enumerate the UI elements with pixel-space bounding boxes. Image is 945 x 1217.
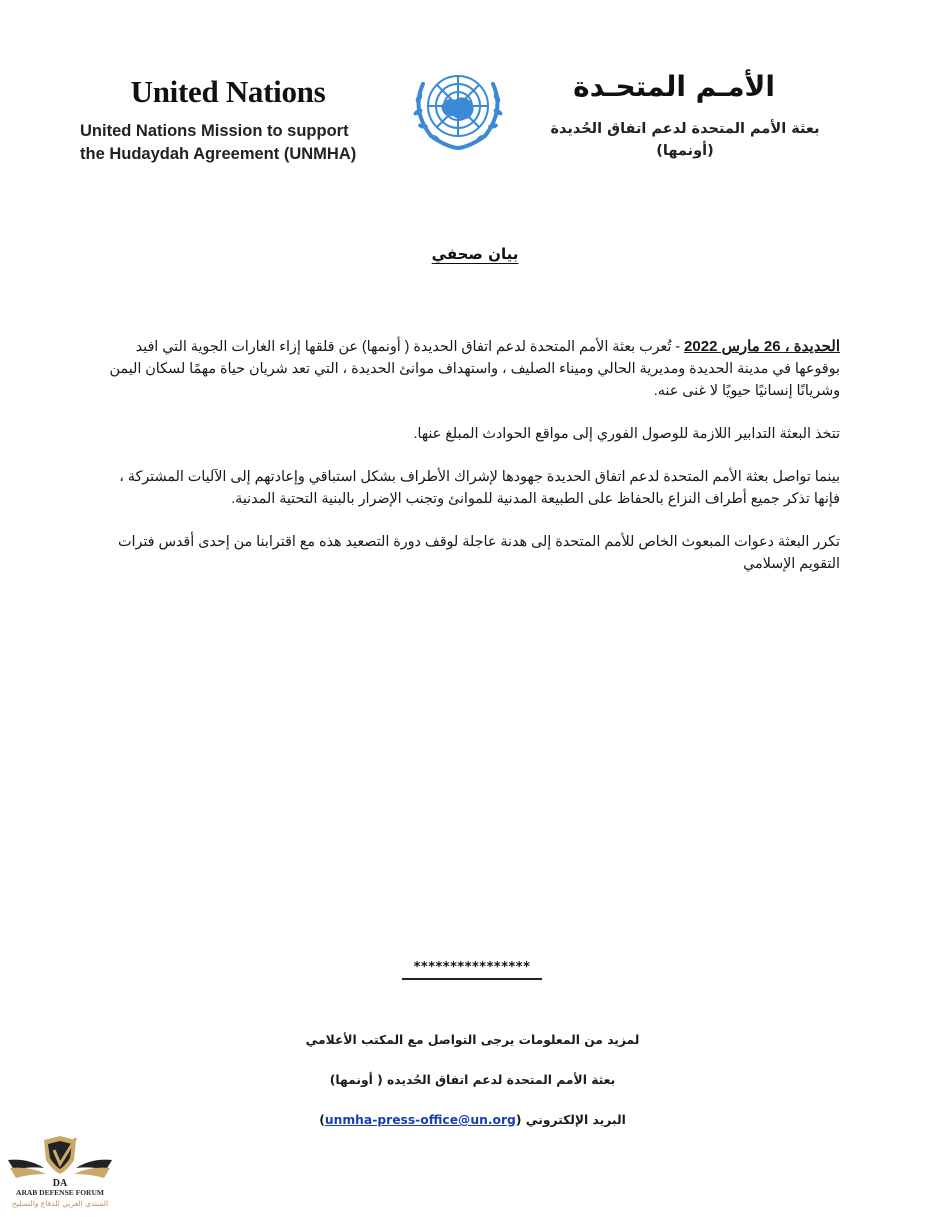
arab-defense-forum-watermark [4,1136,116,1216]
english-org-title: United Nations [130,74,326,109]
arabic-mission-name [540,118,830,162]
end-separator [380,960,564,980]
contact-email-line: البريد الإلكتروني (unmha-press-office@un.org) [319,1113,626,1127]
press-release-body [108,336,840,596]
paragraph-1 [108,336,840,402]
separator-stars: **************** [413,960,531,975]
press-release-heading: بيان صحفي [431,245,519,263]
contact-intro: لمزيد من المعلومات يرجى التواصل مع المكتب الأعلامي [305,1033,640,1047]
forum-name-english: ARAB DEFENSE FORUM [16,1188,104,1197]
paragraph-1-text: - تُعرب بعثة الأمم المتحدة لدعم اتفاق الحديدة ( أونمها) عن قلقها إزاء الغارات الجوية التي افيد بوقوعها في مدينة الحديدة ومديرية الحالي وميناء الصليف ، واستهداف موانئ الحديدة ، التي تعد شريان حياة مهمًا لسكان اليمن وشريانًا إنسانيًا حيويًا لا غنى عنه. [109,339,840,399]
english-mission-line2: the Hudaydah Agreement (UNMHA) [80,145,357,163]
arabic-org-title: الأمـم المتحـدة [573,70,775,103]
forum-shield-logo-icon [4,1136,116,1188]
paragraph-4: تكرر البعثة دعوات المبعوث الخاص للأمم المتحدة إلى هدنة عاجلة لوقف دورة التصعيد هذه مع اقترابنا من إحدى أقدس فترات التقويم الإسلامي [118,534,840,572]
arabic-mission-line2: (أونمها) [656,143,714,159]
paragraph-3: بينما تواصل بعثة الأمم المتحدة لدعم اتفاق الحديدة جهودها لإشراك الأطراف بشكل استباقي وإعادتهم إلى الآليات المشتركة ، فإنها تذكر جميع أطراف النزاع بالحفاظ على الطبيعة المدنية للموانئ وتجنب الإضرار بالبنية التحتية المدنية. [119,469,840,507]
english-mission-name [80,120,380,166]
separator-rule [402,978,542,980]
un-emblem-icon [405,66,511,152]
english-mission-line1: United Nations Mission to support [80,122,349,140]
dateline: الحديدة ، 26 مارس 2022 [684,338,840,355]
paragraph-2: تتخذ البعثة التدابير اللازمة للوصول الفوري إلى مواقع الحوادث المبلغ عنها. [413,426,840,442]
forum-monogram: DA [52,1178,68,1188]
contact-mission: بعثة الأمم المتحدة لدعم اتفاق الحُديده ( أونمها) [329,1073,616,1087]
arabic-mission-line1: بعثة الأمم المتحدة لدعم اتفاق الحُديدة [550,121,820,137]
email-link[interactable]: unmha-press-office@un.org [324,1113,516,1127]
forum-name-arabic: المنتدى العربي للدفاع والتسليح [11,1199,109,1208]
email-label: البريد الإلكتروني [525,1113,626,1127]
